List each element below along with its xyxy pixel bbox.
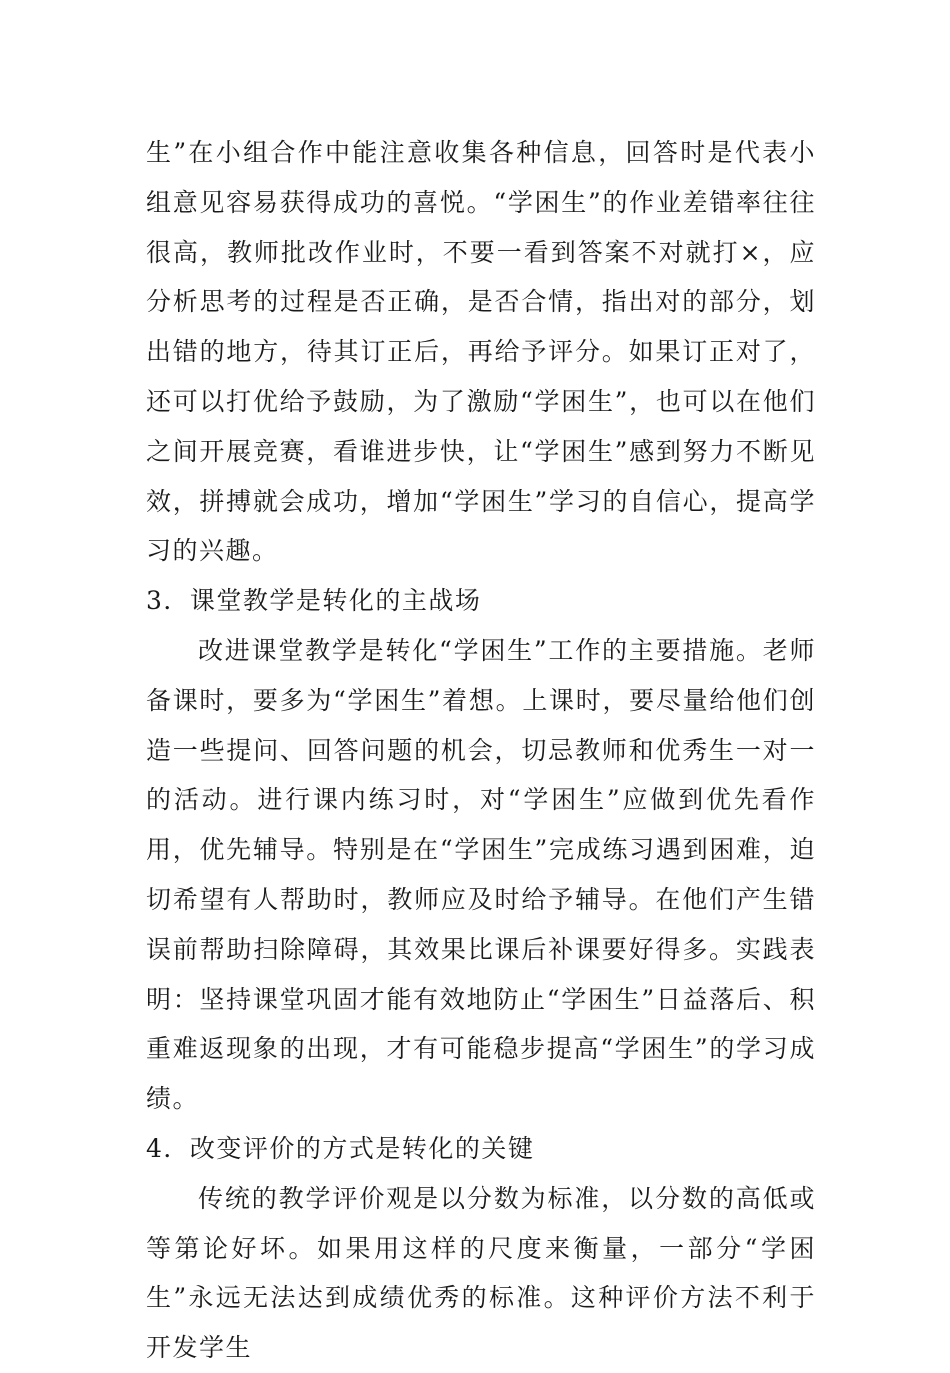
section-heading-3: 3．课堂教学是转化的主战场 — [146, 586, 482, 616]
paragraph-continuation: 生”在小组合作中能注意收集各种信息，回答时是代表小组意见容易获得成功的喜悦。“学困生”的作业差错率往往很高，教师批改作业时，不要一看到答案不对就打×，应分析思考的过程是否正确，是否合情，指出对的部分，划出错的地方，待其订正后，再给予评分。如果订正对了，还可以打优给予鼓励，为了激励“学困生”，也可以在他们之间开展竞赛，看谁进步快，让“学困生”感到努力不断见效，拼搏就会成功，增加“学困生”学习的自信心，提高学习的兴趣。 — [146, 138, 816, 566]
document-body — [146, 128, 816, 1373]
section-heading-4: 4．改变评价的方式是转化的关键 — [146, 1133, 535, 1163]
paragraph-classroom-teaching: 改进课堂教学是转化“学困生”工作的主要措施。老师备课时，要多为“学困生”着想。上课时，要尽量给他们创造一些提问、回答问题的机会，切忌教师和优秀生一对一的活动。进行课内练习时，对“学困生”应做到优先看作用，优先辅导。特别是在“学困生”完成练习遇到困难，迫切希望有人帮助时，教师应及时给予辅导。在他们产生错误前帮助扫除障碍，其效果比课后补课要好得多。实践表明：坚持课堂巩固才能有效地防止“学困生”日益落后、积重难返现象的出现，才有可能稳步提高“学困生”的学习成绩。 — [146, 635, 816, 1114]
paragraph-evaluation: 传统的教学评价观是以分数为标准，以分数的高低或等第论好坏。如果用这样的尺度来衡量，一部分“学困生”永远无法达到成绩优秀的标准。这种评价方法不利于开发学生 — [146, 1183, 816, 1363]
